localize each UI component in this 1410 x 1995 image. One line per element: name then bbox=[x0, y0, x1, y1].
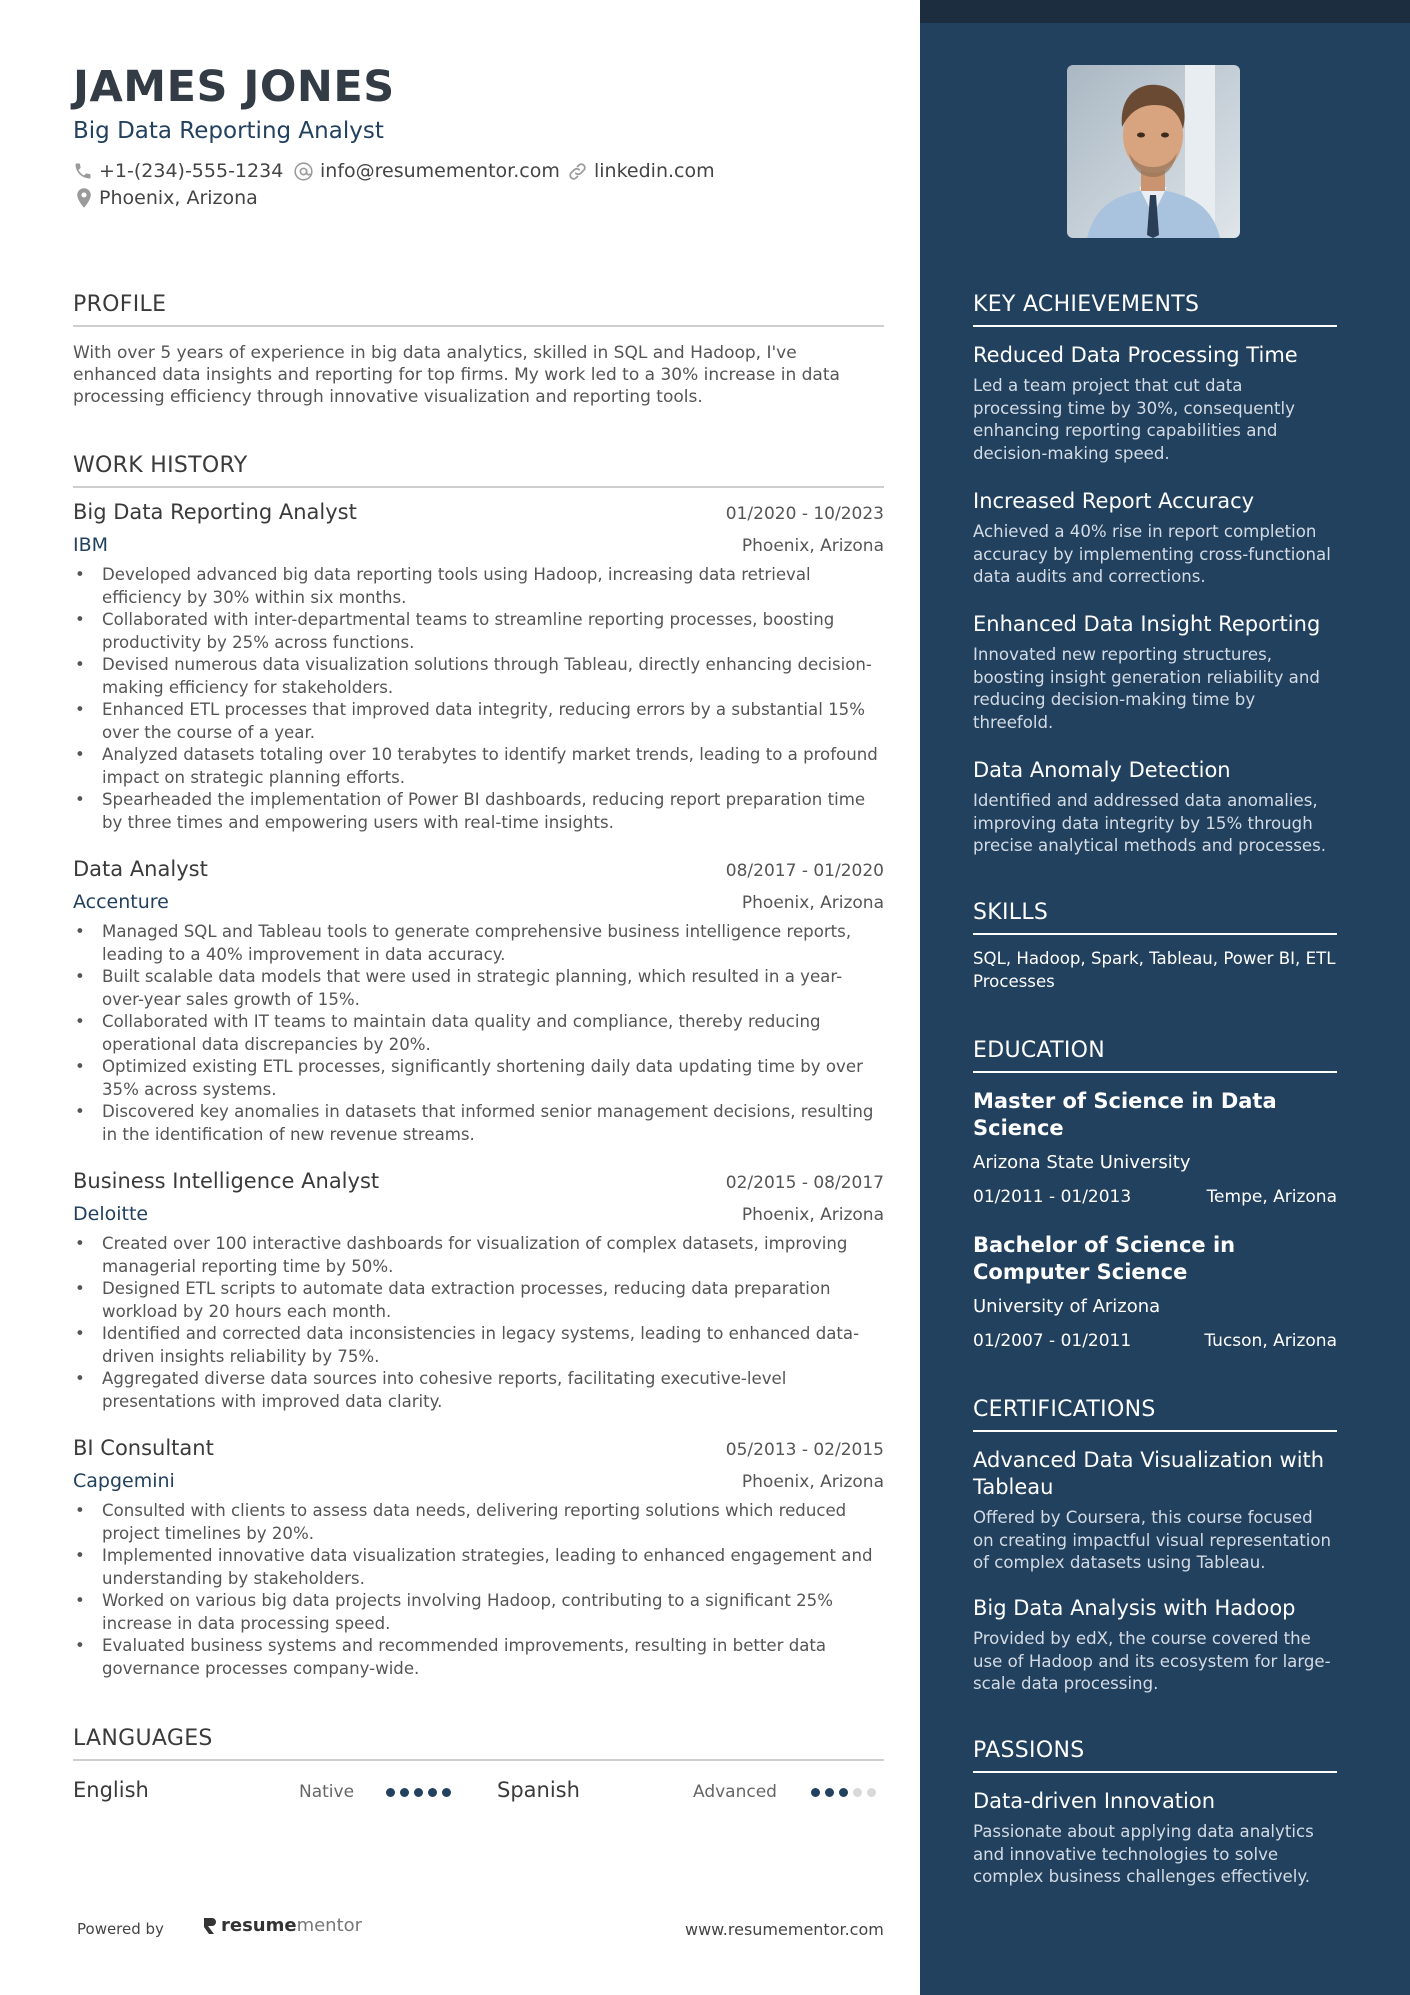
job-company: Accenture bbox=[73, 891, 169, 913]
job-bullet: • Created over 100 interactive dashboards for visualization of complex datasets, improving managerial reporting time by 50%. bbox=[73, 1233, 884, 1278]
education-degree: Master of Science in Data Science bbox=[973, 1089, 1277, 1140]
job-bullet: • Worked on various big data projects involving Hadoop, contributing to a significant 25% increase in data processing speed. bbox=[73, 1590, 884, 1635]
candidate-name: JAMES JONES bbox=[73, 62, 395, 112]
passions-section-title: PASSIONS bbox=[973, 1738, 1337, 1773]
education-location: Tucson, Arizona bbox=[1204, 1331, 1337, 1351]
work-history-section-title: WORK HISTORY bbox=[73, 453, 884, 488]
job-title: BI Consultant bbox=[73, 1436, 214, 1460]
job-dates: 02/2015 - 08/2017 bbox=[725, 1173, 884, 1193]
job-title: Big Data Reporting Analyst bbox=[73, 500, 357, 524]
certification-title: Advanced Data Visualization with Tableau bbox=[973, 1448, 1325, 1499]
languages-row bbox=[73, 1778, 884, 1808]
contact-email[interactable] bbox=[293, 160, 560, 182]
certification-text: Offered by Coursera, this course focused on creating impactful visual representation of complex datasets using Tableau. bbox=[973, 1508, 1332, 1572]
job-bullet: • Built scalable data models that were used in strategic planning, which resulted in a year-over-year sales growth of 15%. bbox=[73, 966, 884, 1011]
achievement-title: Increased Report Accuracy bbox=[973, 489, 1255, 513]
achievement-text: Identified and addressed data anomalies, improving data integrity by 15% through precise analytical methods and processes. bbox=[973, 791, 1327, 855]
certification-text: Provided by edX, the course covered the use of Hadoop and its ecosystem for large-scale data processing. bbox=[973, 1629, 1331, 1693]
contact-phone-text: +1-(234)-555-1234 bbox=[99, 160, 284, 182]
rating-dot-filled bbox=[839, 1788, 848, 1797]
language-level: Native bbox=[299, 1782, 355, 1802]
rating-dot-filled bbox=[811, 1788, 820, 1797]
rating-dot-empty bbox=[867, 1788, 876, 1797]
job-entry bbox=[73, 857, 884, 1146]
resumementor-logo-icon bbox=[200, 1916, 218, 1936]
contact-linkedin-text: linkedin.com bbox=[594, 160, 715, 182]
job-entry bbox=[73, 1436, 884, 1680]
language-rating bbox=[386, 1788, 456, 1797]
achievement-text: Innovated new reporting structures, boosting insight generation reliability and reducing decision-making time by threefold. bbox=[973, 645, 1320, 732]
footer-url[interactable]: www.resumementor.com bbox=[685, 1920, 884, 1939]
education-degree: Bachelor of Science in Computer Science bbox=[973, 1233, 1236, 1284]
passion-item bbox=[973, 1788, 1337, 1889]
skills-section-title: SKILLS bbox=[973, 900, 1337, 935]
job-bullet: • Managed SQL and Tableau tools to generate comprehensive business intelligence reports, leading to a 40% improvement in data accuracy. bbox=[73, 921, 884, 966]
job-bullet: • Aggregated diverse data sources into cohesive reports, facilitating executive-level presentations with improved data clarity. bbox=[73, 1368, 884, 1413]
education-section-title: EDUCATION bbox=[973, 1038, 1337, 1073]
job-bullet: • Evaluated business systems and recommended improvements, resulting in better data governance processes company-wide. bbox=[73, 1635, 884, 1680]
certification-item bbox=[973, 1595, 1337, 1696]
profile-text: With over 5 years of experience in big data analytics, skilled in SQL and Hadoop, I've enhanced data insights and reporting for top firms. My work led to a 30% increase in data processing efficiency through innovative visualization and reporting tools. bbox=[73, 343, 840, 407]
job-company: Deloitte bbox=[73, 1203, 149, 1225]
language-rating bbox=[811, 1788, 881, 1797]
job-dates: 08/2017 - 01/2020 bbox=[725, 861, 884, 881]
job-bullet: • Collaborated with inter-departmental teams to streamline reporting processes, boosting productivity by 25% across functions. bbox=[73, 609, 884, 654]
job-bullets bbox=[73, 564, 884, 834]
achievement-title: Enhanced Data Insight Reporting bbox=[973, 612, 1321, 636]
rating-dot-filled bbox=[825, 1788, 834, 1797]
contact-linkedin[interactable] bbox=[567, 160, 715, 182]
job-entry bbox=[73, 1169, 884, 1413]
job-bullet: • Devised numerous data visualization solutions through Tableau, directly enhancing decision-making efficiency for stakeholders. bbox=[73, 654, 884, 699]
job-bullet: • Developed advanced big data reporting tools using Hadoop, increasing data retrieval efficiency by 30% within six months. bbox=[73, 564, 884, 609]
job-entry bbox=[73, 500, 884, 834]
job-location: Phoenix, Arizona bbox=[741, 1472, 884, 1492]
at-icon bbox=[293, 161, 314, 182]
education-location: Tempe, Arizona bbox=[1206, 1187, 1337, 1207]
job-bullet: • Consulted with clients to assess data needs, delivering reporting solutions which reduced project timelines by 20%. bbox=[73, 1500, 884, 1545]
certification-title: Big Data Analysis with Hadoop bbox=[973, 1596, 1296, 1620]
job-company: Capgemini bbox=[73, 1470, 175, 1492]
contact-phone[interactable] bbox=[73, 160, 283, 182]
skills-text: SQL, Hadoop, Spark, Tableau, Power BI, ETL Processes bbox=[973, 949, 1336, 991]
job-bullet: • Implemented innovative data visualization strategies, leading to enhanced engagement and understanding by stakeholders. bbox=[73, 1545, 884, 1590]
achievement-title: Reduced Data Processing Time bbox=[973, 343, 1298, 367]
sidebar-top-bar bbox=[920, 0, 1410, 23]
resumementor-logo[interactable] bbox=[200, 1915, 362, 1936]
job-company: IBM bbox=[73, 534, 109, 556]
powered-by-label: Powered by bbox=[77, 1920, 164, 1938]
profile-photo bbox=[1067, 65, 1240, 238]
job-location: Phoenix, Arizona bbox=[741, 893, 884, 913]
language-name: English bbox=[73, 1778, 149, 1802]
job-bullet: • Optimized existing ETL processes, significantly shortening daily data updating time by over 35% across systems. bbox=[73, 1056, 884, 1101]
achievement-item bbox=[973, 342, 1337, 465]
rating-dot-filled bbox=[428, 1788, 437, 1797]
rating-dot-filled bbox=[442, 1788, 451, 1797]
achievement-title: Data Anomaly Detection bbox=[973, 758, 1231, 782]
job-bullets bbox=[73, 1500, 884, 1680]
job-bullet: • Spearheaded the implementation of Power BI dashboards, reducing report preparation time by three times and empowering users with real-time insights. bbox=[73, 789, 884, 834]
education-item bbox=[973, 1088, 1337, 1207]
key-achievements-section-title: KEY ACHIEVEMENTS bbox=[973, 292, 1337, 327]
candidate-role: Big Data Reporting Analyst bbox=[73, 118, 384, 144]
phone-icon bbox=[73, 161, 93, 181]
job-bullet: • Collaborated with IT teams to maintain data quality and compliance, thereby reducing operational data discrepancies by 20%. bbox=[73, 1011, 884, 1056]
passion-title: Data-driven Innovation bbox=[973, 1789, 1216, 1813]
portrait-image bbox=[1067, 65, 1240, 238]
job-bullet: • Identified and corrected data inconsistencies in legacy systems, leading to enhanced data-driven insights reliability by 75%. bbox=[73, 1323, 884, 1368]
achievement-item bbox=[973, 757, 1337, 858]
job-dates: 05/2013 - 02/2015 bbox=[725, 1440, 884, 1460]
job-dates: 01/2020 - 10/2023 bbox=[725, 504, 884, 524]
achievement-item bbox=[973, 611, 1337, 734]
certifications-section-title: CERTIFICATIONS bbox=[973, 1397, 1337, 1432]
profile-section-title: PROFILE bbox=[73, 292, 884, 327]
passion-text: Passionate about applying data analytics and innovative technologies to solve complex business challenges effectively. bbox=[973, 1822, 1314, 1886]
rating-dot-filled bbox=[414, 1788, 423, 1797]
certification-item bbox=[973, 1447, 1337, 1575]
logo-text-light: mentor bbox=[296, 1915, 363, 1936]
job-bullet: • Enhanced ETL processes that improved data integrity, reducing errors by a substantial 15% over the course of a year. bbox=[73, 699, 884, 744]
contact-location bbox=[75, 187, 258, 209]
languages-section-title: LANGUAGES bbox=[73, 1726, 884, 1761]
education-school: University of Arizona bbox=[973, 1296, 1161, 1317]
achievement-text: Led a team project that cut data processing time by 30%, consequently enhancing reporting capabilities and decision-making speed. bbox=[973, 376, 1295, 463]
job-title: Data Analyst bbox=[73, 857, 208, 881]
achievement-text: Achieved a 40% rise in report completion accuracy by implementing cross-functional data audits and corrections. bbox=[973, 522, 1331, 586]
education-dates: 01/2007 - 01/2011 bbox=[973, 1331, 1132, 1351]
rating-dot-filled bbox=[386, 1788, 395, 1797]
contact-location-text: Phoenix, Arizona bbox=[99, 187, 258, 209]
link-icon bbox=[567, 161, 588, 182]
education-school: Arizona State University bbox=[973, 1152, 1191, 1173]
education-item bbox=[973, 1232, 1337, 1351]
job-bullets bbox=[73, 1233, 884, 1413]
job-title: Business Intelligence Analyst bbox=[73, 1169, 380, 1193]
skills-list bbox=[973, 948, 1337, 993]
rating-dot-filled bbox=[400, 1788, 409, 1797]
job-bullets bbox=[73, 921, 884, 1146]
job-bullet: • Analyzed datasets totaling over 10 terabytes to identify market trends, leading to a profound impact on strategic planning efforts. bbox=[73, 744, 884, 789]
language-name: Spanish bbox=[497, 1778, 580, 1802]
education-dates: 01/2011 - 01/2013 bbox=[973, 1187, 1132, 1207]
job-location: Phoenix, Arizona bbox=[741, 1205, 884, 1225]
rating-dot-empty bbox=[853, 1788, 862, 1797]
contact-email-text: info@resumementor.com bbox=[320, 160, 560, 182]
achievement-item bbox=[973, 488, 1337, 589]
language-level: Advanced bbox=[693, 1782, 777, 1802]
job-location: Phoenix, Arizona bbox=[741, 536, 884, 556]
location-pin-icon bbox=[75, 187, 93, 209]
logo-text-bold: resume bbox=[221, 1915, 297, 1936]
job-bullet: • Designed ETL scripts to automate data extraction processes, reducing data preparation workload by 20 hours each month. bbox=[73, 1278, 884, 1323]
job-bullet: • Discovered key anomalies in datasets that informed senior management decisions, resulting in the identification of new revenue streams. bbox=[73, 1101, 884, 1146]
